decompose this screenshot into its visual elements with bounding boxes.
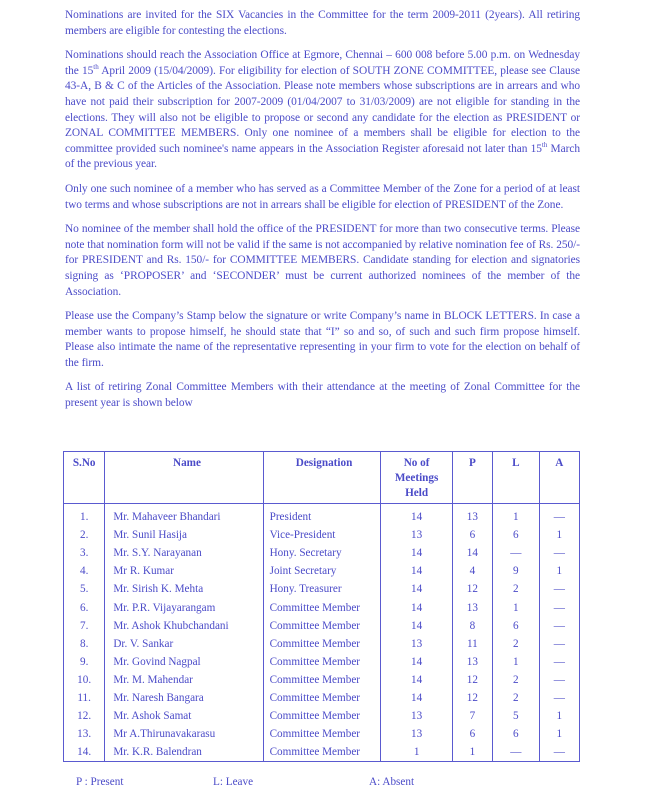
cell-sno: 4. [79, 565, 89, 578]
cell-meetings-held: 14 [381, 598, 452, 616]
cell-leave: 9 [493, 562, 540, 580]
cell-sno: 1. [79, 511, 89, 524]
cell-name: Mr. Ashok Samat [105, 707, 263, 725]
cell-absent: — [539, 598, 579, 616]
legend-present: P : Present [76, 776, 124, 788]
cell-present: 11 [452, 635, 492, 653]
cell-meetings-held: 14 [381, 562, 452, 580]
paragraph-vacancies: Nominations are invited for the SIX Vacancies in the Committee for the term 2009-2011 (2years). All retiring members are eligible for contesting the elections. [65, 9, 580, 37]
cell-meetings-held: 13 [381, 725, 452, 743]
cell-meetings-held: 14 [381, 671, 452, 689]
cell-leave: 2 [493, 689, 540, 707]
table-row [64, 635, 580, 653]
cell-leave: — [493, 743, 540, 762]
header-sno: S.No [64, 452, 105, 504]
table-row [64, 707, 580, 725]
cell-designation: Committee Member [263, 598, 381, 616]
cell-leave: 2 [493, 580, 540, 598]
table-row [64, 689, 580, 707]
cell-name: Mr. Ashok Khubchandani [105, 617, 263, 635]
cell-absent: — [539, 580, 579, 598]
table-row [64, 598, 580, 616]
cell-absent: 1 [539, 562, 579, 580]
cell-designation: Committee Member [263, 743, 381, 762]
header-meetings-line3: Held [405, 487, 429, 499]
paragraph-nomination-deadline: Nominations should reach the Association Office at Egmore, Chennai – 600 008 before 5.00 p.m. on Wednesday the 15th April 2009 (15/04/2009). For eligibility for election of SOUTH ZONE COMMITTEE, please see Clause 43-A, B & C of the Articles of the Association. Please note members whose subscriptions are in arrears and who have not paid their subscription for 2007-2009 (01/04/2007 to 31/03/2009) are not eligible for standing in the elections. They will also not be eligible to propose or second any candidate for the election as PRESIDENT or ZONAL COMMITTEE MEMBERS. Only one nominee of a members shall be eligible for election to the committee provided such nominee's name appears in the Association Register aforesaid not later than 15th March of the previous year. [65, 49, 580, 171]
cell-name: Mr. P.R. Vijayarangam [105, 598, 263, 616]
cell-present: 12 [452, 671, 492, 689]
cell-present: 12 [452, 689, 492, 707]
cell-absent: 1 [539, 526, 579, 544]
table-row [64, 504, 580, 527]
cell-leave: 1 [493, 653, 540, 671]
cell-present: 13 [452, 504, 492, 527]
cell-designation: Hony. Treasurer [263, 580, 381, 598]
cell-present: 12 [452, 580, 492, 598]
cell-name: Mr. Mahaveer Bhandari [105, 504, 263, 527]
cell-name: Mr. K.R. Balendran [105, 743, 263, 762]
cell-meetings-held: 14 [381, 544, 452, 562]
cell-absent: — [539, 743, 579, 762]
cell-meetings-held: 14 [381, 504, 452, 527]
cell-present: 6 [452, 725, 492, 743]
cell-name: Mr. Govind Nagpal [105, 653, 263, 671]
attendance-table [63, 451, 580, 762]
table-header-row [64, 452, 580, 504]
cell-designation: Committee Member [263, 653, 381, 671]
cell-designation: Joint Secretary [263, 562, 381, 580]
cell-absent: 1 [539, 707, 579, 725]
cell-designation: President [263, 504, 381, 527]
cell-present: 1 [452, 743, 492, 762]
table-row [64, 580, 580, 598]
cell-leave: 2 [493, 635, 540, 653]
cell-designation: Committee Member [263, 707, 381, 725]
cell-leave: 6 [493, 725, 540, 743]
cell-designation: Committee Member [263, 725, 381, 743]
cell-present: 13 [452, 598, 492, 616]
cell-meetings-held: 14 [381, 617, 452, 635]
cell-absent: — [539, 544, 579, 562]
cell-absent: — [539, 617, 579, 635]
header-name: Name [105, 452, 263, 504]
cell-leave: 5 [493, 707, 540, 725]
cell-meetings-held: 13 [381, 707, 452, 725]
paragraph-company-stamp: Please use the Company’s Stamp below the signature or write Company’s name in BLOCK LETTERS. In case a member wants to propose himself, he should state that “I” so and so, of such and such firm propose himself. Please also intimate the name of the representative representing in your firm to vote for the election on behalf of the firm. [65, 310, 580, 369]
cell-absent: 1 [539, 725, 579, 743]
table-row [64, 671, 580, 689]
cell-name: Mr R. Kumar [105, 562, 263, 580]
cell-leave: 6 [493, 526, 540, 544]
cell-name: Mr A.Thirunavakarasu [105, 725, 263, 743]
cell-meetings-held: 14 [381, 653, 452, 671]
cell-leave: 6 [493, 617, 540, 635]
cell-designation: Committee Member [263, 671, 381, 689]
cell-sno: 5. [79, 583, 89, 596]
cell-designation: Committee Member [263, 617, 381, 635]
cell-absent: — [539, 504, 579, 527]
cell-name: Dr. V. Sankar [105, 635, 263, 653]
cell-designation: Vice-President [263, 526, 381, 544]
header-designation: Designation [263, 452, 381, 504]
cell-sno: 13. [77, 728, 92, 741]
cell-sno: 14. [77, 746, 92, 759]
cell-name: Mr. M. Mahendar [105, 671, 263, 689]
cell-sno: 11. [77, 691, 91, 704]
cell-present: 8 [452, 617, 492, 635]
cell-sno: 3. [79, 547, 89, 560]
cell-meetings-held: 14 [381, 580, 452, 598]
table-row [64, 653, 580, 671]
table-row [64, 544, 580, 562]
paragraph-term-limit-fees: No nominee of the member shall hold the office of the PRESIDENT for more than two consecutive terms. Please note that nomination form will not be valid if the same is not accompanied by relative nomination fee of Rs. 250/- for PRESIDENT and Rs. 150/- for COMMITTEE MEMBERS. Candidate standing for election and signatories signing as ‘PROPOSER’ and ‘SECONDER’ must be current authorized nominees of the member of the Association. [65, 223, 580, 298]
cell-leave: 1 [493, 504, 540, 527]
paragraph-retiring-list-intro: A list of retiring Zonal Committee Members with their attendance at the meeting of Zonal Committee for the present year is shown below [65, 381, 580, 410]
cell-meetings-held: 13 [381, 526, 452, 544]
cell-name: Mr. Sunil Hasija [105, 526, 263, 544]
cell-present: 6 [452, 526, 492, 544]
cell-sno: 12. [77, 710, 92, 723]
header-absent: A [539, 452, 579, 504]
cell-absent: — [539, 635, 579, 653]
header-present: P [452, 452, 492, 504]
cell-present: 14 [452, 544, 492, 562]
cell-sno: 6. [79, 601, 89, 614]
legend-leave: L: Leave [213, 776, 254, 788]
table-row [64, 725, 580, 743]
cell-sno: 10. [77, 673, 92, 686]
table-row [64, 526, 580, 544]
paragraph-president-eligibility: Only one such nominee of a member who has served as a Committee Member of the Zone for a period of at least two terms and whose subscriptions are not in arrears shall be eligible for election of PRESIDENT of the Zone. [65, 182, 580, 211]
cell-absent: — [539, 653, 579, 671]
cell-sno: 9. [79, 655, 89, 668]
notice-body [65, 8, 580, 421]
cell-meetings-held: 14 [381, 689, 452, 707]
legend-absent: A: Absent [369, 776, 415, 788]
table-row [64, 562, 580, 580]
cell-absent: — [539, 689, 579, 707]
ordinal-suffix: th [93, 62, 99, 71]
cell-name: Mr. Sirish K. Mehta [105, 580, 263, 598]
header-meetings-line2: Meetings [394, 472, 439, 484]
cell-present: 4 [452, 562, 492, 580]
cell-present: 7 [452, 707, 492, 725]
cell-absent: — [539, 671, 579, 689]
cell-leave: — [493, 544, 540, 562]
cell-meetings-held: 13 [381, 635, 452, 653]
cell-meetings-held: 1 [381, 743, 452, 762]
header-leave: L [493, 452, 540, 504]
cell-present: 13 [452, 653, 492, 671]
cell-leave: 2 [493, 671, 540, 689]
cell-sno: 8. [79, 637, 89, 650]
ordinal-suffix: th [541, 140, 548, 149]
table-body [64, 504, 580, 762]
table-row [64, 617, 580, 635]
cell-leave: 1 [493, 598, 540, 616]
table-row [64, 743, 580, 762]
cell-designation: Committee Member [263, 635, 381, 653]
header-meetings-line1: No of [403, 457, 430, 469]
cell-sno: 2. [79, 529, 89, 542]
header-meetings-held [381, 452, 452, 504]
cell-name: Mr. S.Y. Narayanan [105, 544, 263, 562]
cell-designation: Committee Member [263, 689, 381, 707]
cell-name: Mr. Naresh Bangara [105, 689, 263, 707]
cell-designation: Hony. Secretary [263, 544, 381, 562]
cell-sno: 7. [79, 619, 89, 632]
